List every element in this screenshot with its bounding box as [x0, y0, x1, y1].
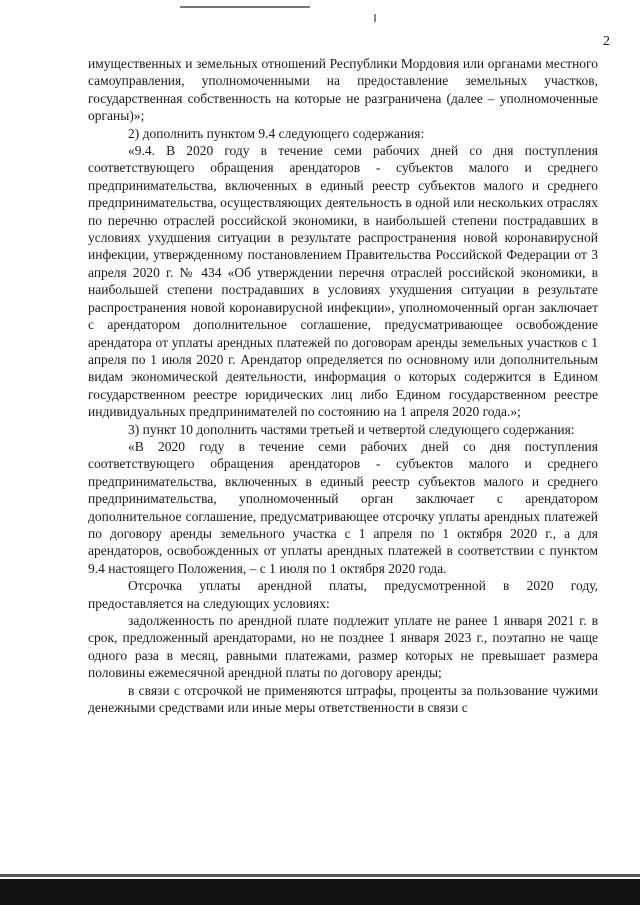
document-body: [88, 55, 598, 716]
paragraph-2: 2) дополнить пунктом 9.4 следующего содержания:: [128, 125, 425, 141]
scan-artifact-mark: [374, 14, 376, 22]
scan-artifact-top-line: [180, 6, 310, 8]
paragraph-5: «В 2020 году в течение семи рабочих дней со дня поступления соответствующего обращения арендаторов - субъектов малого и среднего предпринимательства, включенных в единый реестр субъектов малого и среднего предпринимательства, уполномоченный орган заключает с арендатором дополнительное соглашение, предусматривающее отсрочку уплаты арендных платежей по договору аренды земельного участка с 1 апреля по 1 октября 2020 г., а для арендаторов, освобожденных от уплаты арендных платежей в соответствии с пунктом 9.4 настоящего Положения, – с 1 июля по 1 октября 2020 года.: [88, 438, 598, 576]
paragraph-1: имущественных и земельных отношений Республики Мордовия или органами местного самоуправления, уполномоченными на предоставление земельных участков, государственная собственность на которые не разграничена (далее – уполномоченные органы)»;: [88, 56, 598, 124]
paragraph-3: «9.4. В 2020 году в течение семи рабочих дней со дня поступления соответствующего обращения арендаторов - субъектов малого и среднего предпринимательства, включенных в единый реестр субъектов малого и среднего предпринимательства, осуществляющих деятельность в одной или нескольких отраслях по перечню отраслей российской экономики, в наибольшей степени пострадавших в условиях ухудшения ситуации в результате распространения новой коронавирусной инфекции, утвержденному постановлением Правительства Российской Федерации от 3 апреля 2020 г. № 434 «Об утверждении перечня отраслей российской экономики, в наибольшей степени пострадавших в условиях ухудшения ситуации в результате распространения новой коронавирусной инфекции», уполномоченный орган заключает с арендатором дополнительное соглашение, предусматривающее освобождение арендатора от уплаты арендных платежей по договорам аренды земельных участков с 1 апреля по 1 июля 2020 г. Арендатор определяется по основному или дополнительным видам экономической деятельности, информация о которых содержится в Едином государственном реестре юридических лиц либо Едином государственном реестре индивидуальных предпринимателей по состоянию на 1 апреля 2020 года.»;: [88, 143, 598, 420]
paragraph-4: 3) пункт 10 дополнить частями третьей и четвертой следующего содержания:: [128, 421, 575, 437]
page-number: 2: [603, 34, 610, 49]
paragraph-8: в связи с отсрочкой не применяются штрафы, проценты за пользование чужими денежными средствами или иные меры ответственности в связи с: [88, 682, 598, 716]
paragraph-6: Отсрочка уплаты арендной платы, предусмотренной в 2020 году, предоставляется на следующих условиях:: [88, 578, 598, 611]
paragraph-7: задолженность по арендной плате подлежит уплате не ранее 1 января 2021 г. в срок, предложенный арендаторами, но не позднее 1 января 2023 г., поэтапно не чаще одного раза в месяц, равными платежами, размер которых не превышает размера половины ежемесячной арендной платы по договору аренды;: [88, 613, 598, 681]
scan-artifact-bottom-bar: [0, 879, 640, 905]
